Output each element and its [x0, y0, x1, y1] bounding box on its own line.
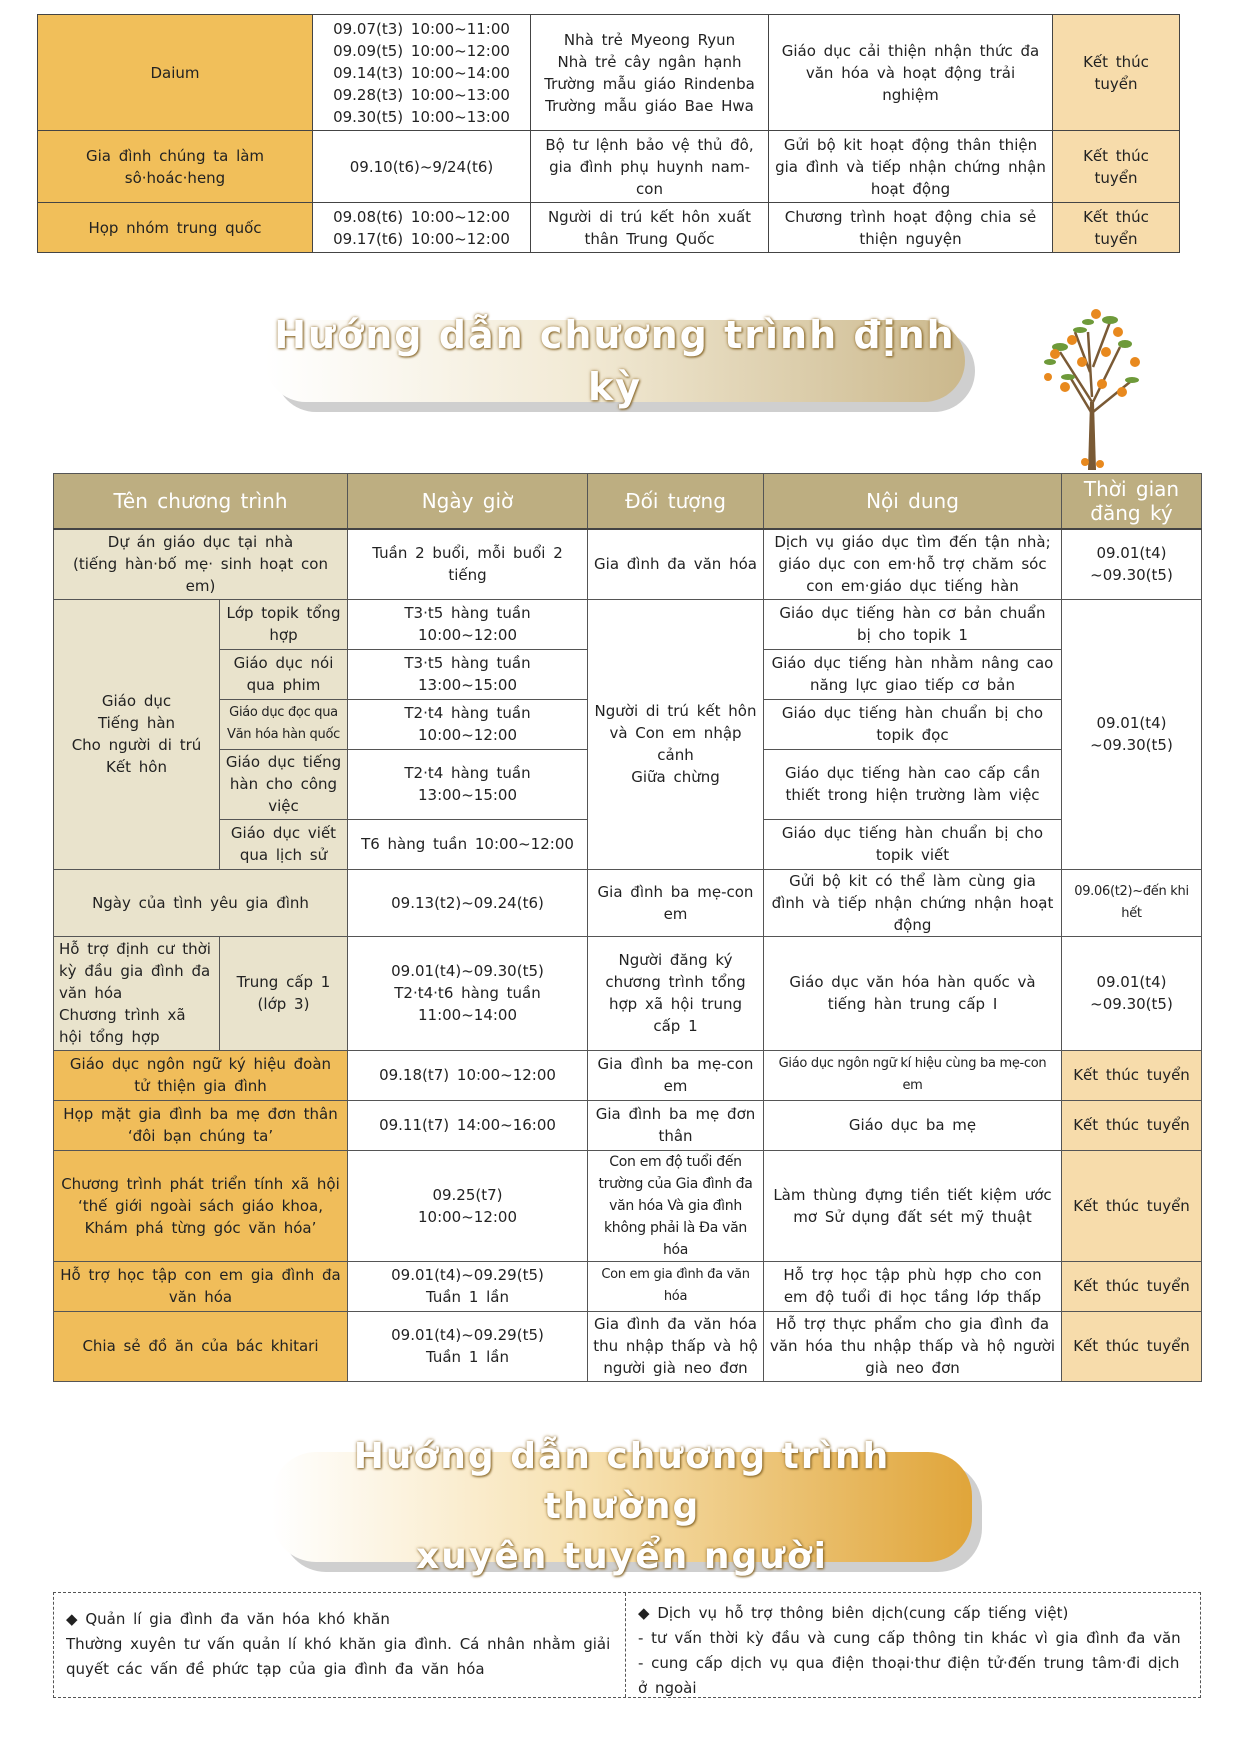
- section-title: Hướng dẫn chương trình định kỳ: [274, 313, 956, 409]
- program-content: Giáo dục tiếng hàn chuẩn bị cho topik viết: [764, 819, 1062, 869]
- program-content: Giáo dục ba mẹ: [764, 1100, 1062, 1150]
- program-level: Trung cấp 1 (lớp 3): [220, 936, 348, 1050]
- service-title: Dịch vụ hỗ trợ thông biên dịch(cung cấp tiếng việt): [657, 1604, 1069, 1622]
- header-content: Nội dung: [764, 474, 1062, 530]
- program-period: Kết thúc tuyển: [1062, 1311, 1202, 1381]
- program-content: Giáo dục tiếng hàn chuẩn bị cho topik đọc: [764, 699, 1062, 749]
- section-title: Hướng dẫn chương trình thường xuyên tuyển người: [353, 1436, 891, 1577]
- program-period: Kết thúc tuyển: [1062, 1100, 1202, 1150]
- program-content: Hỗ trợ thực phẩm cho gia đình đa văn hóa thu nhập thấp và hộ người già neo đơn: [764, 1311, 1062, 1381]
- diamond-bullet-icon: ◆: [638, 1604, 650, 1622]
- program-date: T2·t4 hàng tuần 10:00~12:00: [348, 699, 588, 749]
- program-date: 09.13(t2)~09.24(t6): [348, 869, 588, 936]
- service-description: - tư vấn thời kỳ đầu và cung cấp thông tin khác vì gia đình đa văn: [638, 1629, 1181, 1647]
- program-status: Kết thúc tuyển: [1053, 203, 1180, 253]
- program-date: 09.11(t7) 14:00~16:00: [348, 1100, 588, 1150]
- program-content: Giáo dục văn hóa hàn quốc và tiếng hàn trung cấp I: [764, 936, 1062, 1050]
- program-target: Gia đình ba mẹ-con em: [588, 1050, 764, 1100]
- service-translation: [626, 1593, 1200, 1697]
- program-date: Tuần 2 buổi, mỗi buổi 2 tiếng: [348, 529, 588, 599]
- program-period: 09.06(t2)~đến khi hết: [1062, 869, 1202, 936]
- program-group-name: Giáo dục Tiếng hàn Cho người di trú Kết hôn: [54, 599, 220, 869]
- program-target: Gia đình đa văn hóa thu nhập thấp và hộ người già neo đơn: [588, 1311, 764, 1381]
- table-row: [38, 203, 1180, 253]
- subprogram-name: Lớp topik tổng hợp: [220, 599, 348, 649]
- top-program-table: [37, 14, 1180, 253]
- program-content: Giáo dục tiếng hàn cao cấp cần thiết trong hiện trường làm việc: [764, 749, 1062, 819]
- program-name: Chương trình phát triển tính xã hội ‘thế giới ngoài sách giáo khoa, Khám phá từng góc văn hóa’: [54, 1150, 348, 1261]
- program-date: 09.01(t4)~09.30(t5) T2·t4·t6 hàng tuần 11:00~14:00: [348, 936, 588, 1050]
- subprogram-name: Giáo dục nói qua phim: [220, 649, 348, 699]
- persimmon-tree-icon: [1030, 292, 1150, 472]
- section-banner-ongoing: [272, 1436, 986, 1577]
- program-status: Kết thúc tuyển: [1053, 131, 1180, 203]
- program-name: Gia đình chúng ta làm sô·hoác·heng: [38, 131, 313, 203]
- program-date: T3·t5 hàng tuần 10:00~12:00: [348, 599, 588, 649]
- table-row: [54, 1150, 1202, 1261]
- header-date: Ngày giờ: [348, 474, 588, 530]
- program-period: 09.01(t4) ~09.30(t5): [1062, 599, 1202, 869]
- program-date: T2·t4 hàng tuần 13:00~15:00: [348, 749, 588, 819]
- section-banner-regular: [265, 313, 979, 414]
- program-name: Họp mặt gia đình ba mẹ đơn thân ‘đôi bạn chúng ta’: [54, 1100, 348, 1150]
- table-row: [38, 15, 1180, 131]
- program-content: Giáo dục cải thiện nhận thức đa văn hóa và hoạt động trải nghiệm: [769, 15, 1053, 131]
- program-target: Bộ tư lệnh bảo vệ thủ đô, gia đình phụ huynh nam-con: [531, 131, 769, 203]
- program-period: Kết thúc tuyển: [1062, 1050, 1202, 1100]
- program-date: T3·t5 hàng tuần 13:00~15:00: [348, 649, 588, 699]
- program-target: Người đăng ký chương trình tổng hợp xã hội trung cấp 1: [588, 936, 764, 1050]
- program-content: Giáo dục ngôn ngữ kí hiệu cùng ba mẹ-con em: [764, 1050, 1062, 1100]
- program-name: Daium: [38, 15, 313, 131]
- program-status: Kết thúc tuyển: [1053, 15, 1180, 131]
- program-target: Gia đình ba mẹ-con em: [588, 869, 764, 936]
- program-content: Gửi bộ kit hoạt động thân thiện gia đình và tiếp nhận chứng nhận hoạt động: [769, 131, 1053, 203]
- program-content: Chương trình hoạt động chia sẻ thiện nguyện: [769, 203, 1053, 253]
- program-name: Họp nhóm trung quốc: [38, 203, 313, 253]
- subprogram-name: Giáo dục đọc qua Văn hóa hàn quốc: [220, 699, 348, 749]
- program-date: 09.01(t4)~09.29(t5) Tuần 1 lần: [348, 1311, 588, 1381]
- ongoing-programs-box: [53, 1592, 1201, 1698]
- header-period: Thời gian đăng ký: [1062, 474, 1202, 530]
- program-content: Dịch vụ giáo dục tìm đến tận nhà; giáo dục con em·hỗ trợ chăm sóc con em·giáo dục tiếng hàn: [764, 529, 1062, 599]
- program-period: Kết thúc tuyển: [1062, 1150, 1202, 1261]
- header-target: Đối tượng: [588, 474, 764, 530]
- program-content: Hỗ trợ học tập phù hợp cho con em độ tuổi đi học tầng lớp thấp: [764, 1261, 1062, 1311]
- program-target: Người di trú kết hôn và Con em nhập cảnh Giữa chừng: [588, 599, 764, 869]
- program-content: Gửi bộ kit có thể làm cùng gia đình và tiếp nhận chứng nhận hoạt động: [764, 869, 1062, 936]
- program-date: 09.25(t7) 10:00~12:00: [348, 1150, 588, 1261]
- table-row: [54, 936, 1202, 1050]
- table-row: [54, 599, 1202, 649]
- service-description: ở ngoài: [638, 1679, 697, 1697]
- service-description: - cung cấp dịch vụ qua điện thoại·thư điện tử·đến trung tâm·đi dịch: [638, 1654, 1180, 1672]
- regular-program-table: [53, 473, 1202, 1382]
- table-row: [54, 1261, 1202, 1311]
- subprogram-name: Giáo dục viết qua lịch sử: [220, 819, 348, 869]
- program-name: Ngày của tình yêu gia đình: [54, 869, 348, 936]
- service-description: Thường xuyên tư vấn quản lí khó khăn gia đình. Cá nhân nhằm giải: [66, 1635, 611, 1653]
- table-header-row: [54, 474, 1202, 530]
- program-target: Gia đình đa văn hóa: [588, 529, 764, 599]
- program-date: 09.01(t4)~09.29(t5) Tuần 1 lần: [348, 1261, 588, 1311]
- table-row: [54, 1050, 1202, 1100]
- program-date: T6 hàng tuần 10:00~12:00: [348, 819, 588, 869]
- program-dates: 09.07(t3) 10:00~11:00 09.09(t5) 10:00~12:00 09.14(t3) 10:00~14:00 09.28(t3) 10:00~13:00 09.30(t5) 10:00~13:00: [313, 15, 531, 131]
- subprogram-name: Giáo dục tiếng hàn cho công việc: [220, 749, 348, 819]
- program-name: Dự án giáo dục tại nhà (tiếng hàn·bố mẹ· sinh hoạt con em): [54, 529, 348, 599]
- program-target: Con em gia đình đa văn hóa: [588, 1261, 764, 1311]
- program-name: Hỗ trợ học tập con em gia đình đa văn hóa: [54, 1261, 348, 1311]
- table-row: [54, 869, 1202, 936]
- program-target: Gia đình ba mẹ đơn thân: [588, 1100, 764, 1150]
- program-target: Người di trú kết hôn xuất thân Trung Quốc: [531, 203, 769, 253]
- program-dates: 09.10(t6)~9/24(t6): [313, 131, 531, 203]
- table-row: [54, 529, 1202, 599]
- service-title: Quản lí gia đình đa văn hóa khó khăn: [85, 1610, 390, 1628]
- service-description: quyết các vấn đề phức tạp của gia đình đa văn hóa: [66, 1660, 485, 1678]
- program-name: Giáo dục ngôn ngữ ký hiệu đoàn tử thiện gia đình: [54, 1050, 348, 1100]
- program-name: Hỗ trợ định cư thời kỳ đầu gia đình đa văn hóa Chương trình xã hội tổng hợp: [54, 936, 220, 1050]
- program-date: 09.18(t7) 10:00~12:00: [348, 1050, 588, 1100]
- program-target: Nhà trẻ Myeong Ryun Nhà trẻ cây ngân hạnh Trường mẫu giáo Rindenba Trường mẫu giáo Bae Hwa: [531, 15, 769, 131]
- program-dates: 09.08(t6) 10:00~12:00 09.17(t6) 10:00~12:00: [313, 203, 531, 253]
- program-target: Con em độ tuổi đến trường của Gia đình đa văn hóa Và gia đình không phải là Đa văn hóa: [588, 1150, 764, 1261]
- program-period: 09.01(t4) ~09.30(t5): [1062, 529, 1202, 599]
- program-name: Chia sẻ đồ ăn của bác khitari: [54, 1311, 348, 1381]
- table-row: [38, 131, 1180, 203]
- program-content: Giáo dục tiếng hàn cơ bản chuẩn bị cho topik 1: [764, 599, 1062, 649]
- table-row: [54, 1311, 1202, 1381]
- program-content: Giáo dục tiếng hàn nhằm nâng cao năng lực giao tiếp cơ bản: [764, 649, 1062, 699]
- table-row: [54, 1100, 1202, 1150]
- header-name: Tên chương trình: [54, 474, 348, 530]
- service-family-management: [54, 1593, 626, 1697]
- program-content: Làm thùng đựng tiền tiết kiệm ước mơ Sử dụng đất sét mỹ thuật: [764, 1150, 1062, 1261]
- program-period: 09.01(t4) ~09.30(t5): [1062, 936, 1202, 1050]
- diamond-bullet-icon: ◆: [66, 1610, 78, 1628]
- program-period: Kết thúc tuyển: [1062, 1261, 1202, 1311]
